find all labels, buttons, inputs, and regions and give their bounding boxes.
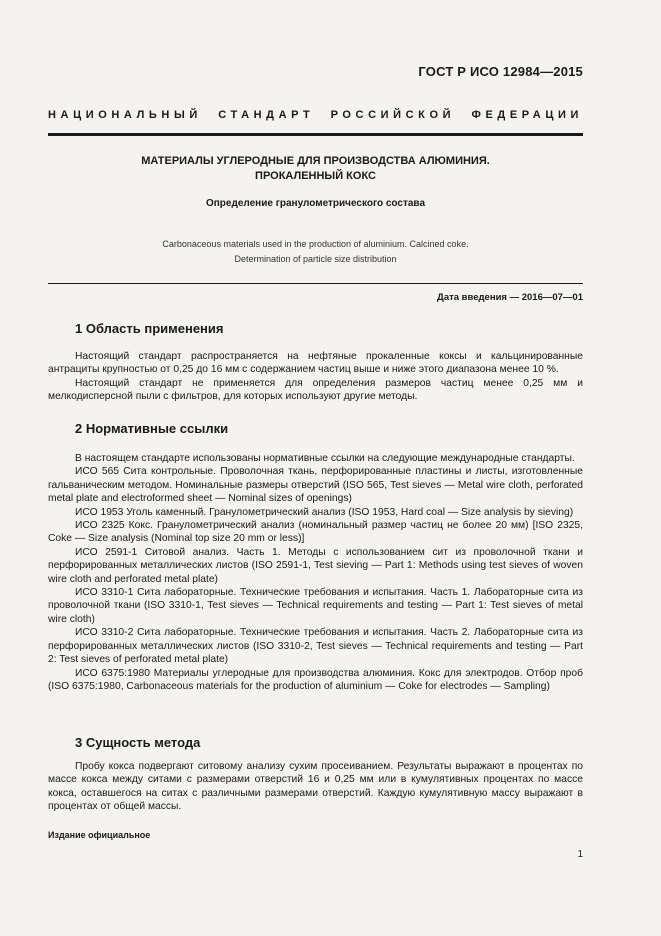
reference-item: ИСО 1953 Уголь каменный. Гранулометрический анализ (ISO 1953, Hard coal — Size analysis by sieving)	[75, 506, 574, 518]
section-heading-references: 2 Нормативные ссылки	[75, 421, 229, 436]
title-line: ПРОКАЛЕННЫЙ КОКС	[255, 170, 376, 182]
paragraph: Настоящий стандарт не применяется для определения размеров частиц менее 0,25 мм и мелкодисперсной пыли с фильтров, для которых используют другие методы.	[48, 377, 583, 403]
paragraph: Пробу кокса подвергают ситовому анализу сухим просеиванием. Результаты выражают в процентах по массе кокса между ситами с размерами отверстий 16 и 0,25 мм или в кумулятивных процентах по массе кокса, оставшегося на ситах с различными размерами отверстий. Каждую кумулятивную массу выражают в процентах от общей массы.	[48, 761, 583, 813]
section-heading-method: 3 Сущность метода	[75, 735, 201, 750]
national-standard-banner	[48, 109, 583, 121]
reference-item: ИСО 3310-2 Сита лабораторные. Технические требования и испытания. Часть 2. Лабораторные сита из перфорированных металлических листов (ISO 3310-2, Test sieves — Technical requirements and testing — Part 2: Test sieves of perforated metal plate)	[48, 627, 583, 666]
document-subtitle: Определение гранулометрического состава	[205, 198, 426, 209]
reference-item: ИСО 2325 Кокс. Гранулометрический анализ (номинальный размер частиц не более 20 мм) [ISO 2325, Coke — Size analysis (Nominal top size 20 mm or less)]	[48, 520, 583, 545]
english-title-line: Determination of particle size distribution	[234, 254, 397, 264]
document-number: ГОСТ Р ИСО 12984—2015	[418, 64, 583, 79]
reference-item: ИСО 2591-1 Ситовой анализ. Часть 1. Методы с использованием сит из проволочной ткани и перфорированных металлических листов (ISO 2591-1, Test sieving — Part 1: Methods using test sieves of woven wire cloth and perforated metal plate)	[48, 546, 583, 585]
reference-item: ИСО 3310-1 Сита лабораторные. Технические требования и испытания. Часть 1. Лабораторные сита из проволочной ткани (ISO 3310-1, Test sieves — Technical requirements and testing — Part 1: Test sieves of metal wire cloth)	[48, 587, 583, 625]
section-body-scope	[48, 350, 583, 404]
paragraph: Настоящий стандарт распространяется на нефтяные прокаленные коксы и кальцинированные антрациты крупностью от 0,25 до 16 мм с содержанием частиц выше и ниже этого диапазона менее 10 %.	[48, 351, 583, 376]
reference-item: ИСО 565 Сита контрольные. Проволочная ткань, перфорированные пластины и листы, изготовленные гальваническим методом. Номинальные размеры отверстий (ISO 565, Test sieves — Metal wire cloth, perforated metal plate and electroformed sheet — Nominal sizes of openings)	[48, 466, 583, 505]
section-body-references	[48, 452, 583, 693]
section-heading-scope: 1 Область применения	[75, 321, 224, 336]
official-edition-label: Издание официальное	[48, 830, 151, 840]
banner-word: ФЕДЕРАЦИИ	[471, 109, 583, 121]
document-title	[48, 154, 583, 184]
header-divider	[48, 133, 583, 136]
english-title-line: Carbonaceous materials used in the production of aluminium. Calcined coke.	[162, 239, 469, 249]
introduction-date: Дата введения — 2016—07—01	[437, 292, 583, 303]
paragraph: В настоящем стандарте использованы нормативные ссылки на следующие международные стандарты.	[75, 453, 575, 464]
section-body-method	[48, 760, 583, 814]
reference-item: ИСО 6375:1980 Материалы углеродные для производства алюминия. Кокс для электродов. Отбор проб (ISO 6375:1980, Carbonaceous materials for the production of aluminium — Coke for electrodes — Sampling)	[48, 667, 583, 692]
title-divider	[48, 283, 583, 284]
banner-word: СТАНДАРТ	[218, 109, 315, 121]
english-title	[48, 237, 583, 267]
page-number: 1	[577, 849, 583, 860]
title-line: МАТЕРИАЛЫ УГЛЕРОДНЫЕ ДЛЯ ПРОИЗВОДСТВА АЛЮМИНИЯ.	[141, 155, 490, 167]
banner-word: НАЦИОНАЛЬНЫЙ	[48, 109, 202, 121]
banner-word: РОССИЙСКОЙ	[330, 109, 456, 121]
